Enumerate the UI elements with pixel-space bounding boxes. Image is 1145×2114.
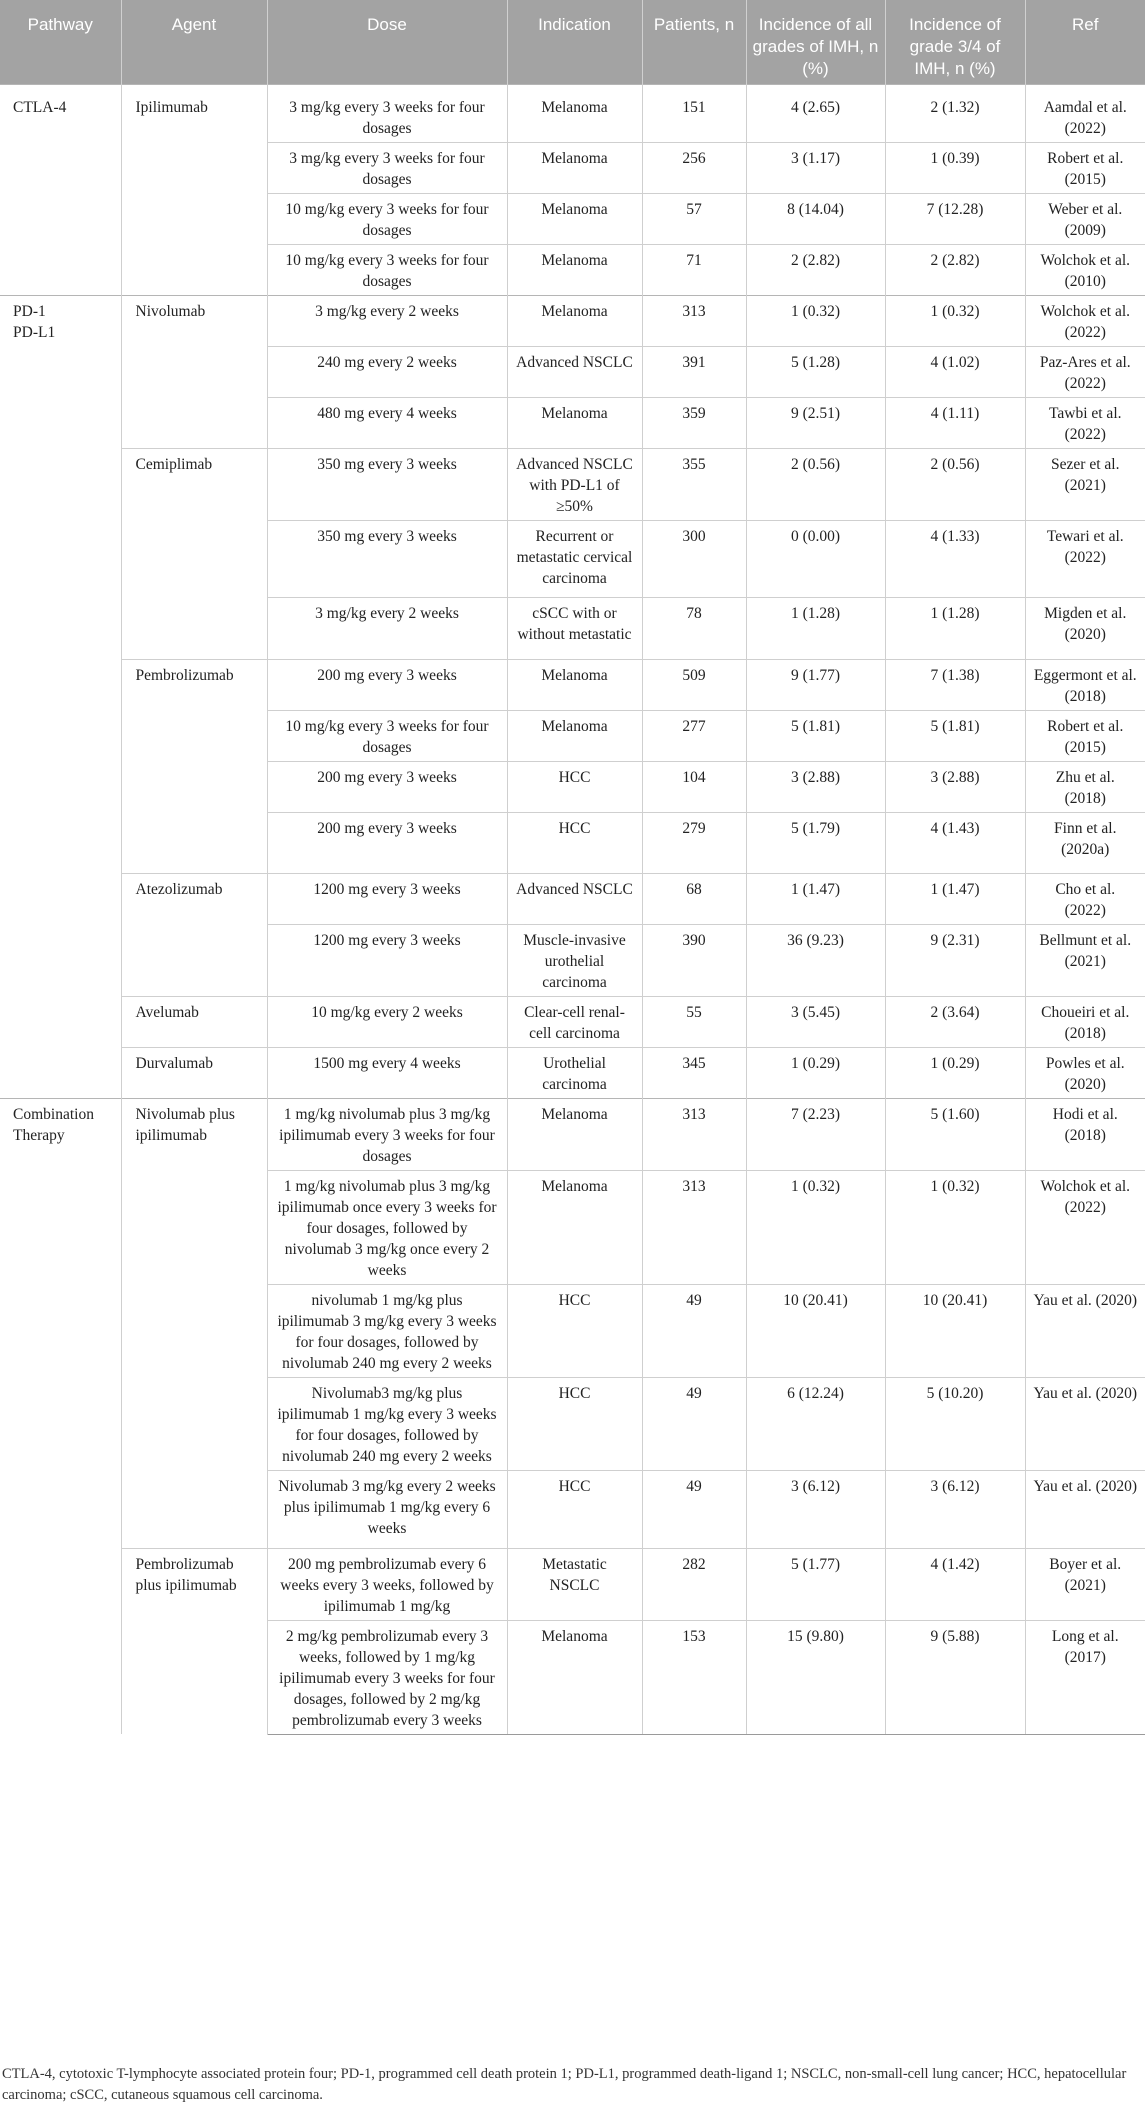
incidence-g34-cell: 4 (1.02) xyxy=(885,346,1025,397)
incidence-all-cell: 10 (20.41) xyxy=(746,1284,885,1377)
incidence-g34-cell: 5 (1.81) xyxy=(885,710,1025,761)
dose-cell: 240 mg every 2 weeks xyxy=(267,346,507,397)
incidence-all-cell: 5 (1.81) xyxy=(746,710,885,761)
incidence-all-cell: 1 (0.32) xyxy=(746,295,885,346)
patients-cell: 256 xyxy=(642,142,746,193)
incidence-all-cell: 2 (0.56) xyxy=(746,448,885,520)
dose-cell: 1 mg/kg nivolumab plus 3 mg/kg ipilimumab every 3 weeks for four dosages xyxy=(267,1098,507,1170)
incidence-g34-cell: 4 (1.42) xyxy=(885,1548,1025,1620)
dose-cell: 1200 mg every 3 weeks xyxy=(267,924,507,996)
header-row xyxy=(0,0,1145,84)
dose-cell: 200 mg every 3 weeks xyxy=(267,812,507,873)
dose-cell: 3 mg/kg every 3 weeks for four dosages xyxy=(267,84,507,142)
incidence-g34-cell: 9 (5.88) xyxy=(885,1620,1025,1734)
table-body xyxy=(0,84,1145,1734)
dose-cell: 1200 mg every 3 weeks xyxy=(267,873,507,924)
patients-cell: 313 xyxy=(642,1098,746,1170)
pathway-label: PD-1 PD-L1 xyxy=(13,302,56,341)
incidence-all-cell: 0 (0.00) xyxy=(746,520,885,597)
incidence-all-cell: 3 (1.17) xyxy=(746,142,885,193)
patients-cell: 153 xyxy=(642,1620,746,1734)
dose-cell: 350 mg every 3 weeks xyxy=(267,448,507,520)
ref-cell: Sezer et al. (2021) xyxy=(1025,448,1145,520)
incidence-g34-cell: 1 (0.29) xyxy=(885,1047,1025,1098)
patients-cell: 313 xyxy=(642,1170,746,1284)
table-row xyxy=(0,873,1145,924)
incidence-all-cell: 3 (2.88) xyxy=(746,761,885,812)
table-footnote: CTLA-4, cytotoxic T-lymphocyte associated protein four; PD-1, programmed cell death protein 1; PD-L1, programmed death-ligand 1; NSCLC, non-small-cell lung cancer; HCC, hepatocellular carcinoma; cSCC, cutaneous squamous cell carcinoma. xyxy=(2,2066,1127,2103)
ref-cell: Paz-Ares et al. (2022) xyxy=(1025,346,1145,397)
ref-cell: Wolchok et al. (2022) xyxy=(1025,1170,1145,1284)
dose-cell: 2 mg/kg pembrolizumab every 3 weeks, followed by 1 mg/kg ipilimumab every 3 weeks for four dosages, followed by 2 mg/kg pembrolizumab every 3 weeks xyxy=(267,1620,507,1734)
agent-cell: Durvalumab xyxy=(121,1047,267,1098)
table-row xyxy=(0,1047,1145,1098)
dose-cell: 480 mg every 4 weeks xyxy=(267,397,507,448)
ref-cell: Wolchok et al. (2010) xyxy=(1025,244,1145,295)
incidence-g34-cell: 2 (2.82) xyxy=(885,244,1025,295)
ref-cell: Hodi et al. (2018) xyxy=(1025,1098,1145,1170)
incidence-g34-cell: 9 (2.31) xyxy=(885,924,1025,996)
table-row xyxy=(0,295,1145,346)
indication-cell: Advanced NSCLC xyxy=(507,346,642,397)
incidence-g34-cell: 1 (1.28) xyxy=(885,597,1025,659)
dose-cell: 200 mg every 3 weeks xyxy=(267,659,507,710)
ref-cell: Eggermont et al. (2018) xyxy=(1025,659,1145,710)
incidence-g34-cell: 5 (1.60) xyxy=(885,1098,1025,1170)
agent-cell: Cemiplimab xyxy=(121,448,267,659)
pathway-cell xyxy=(0,295,121,1098)
incidence-g34-cell: 10 (20.41) xyxy=(885,1284,1025,1377)
dose-cell: 3 mg/kg every 2 weeks xyxy=(267,597,507,659)
dose-cell: nivolumab 1 mg/kg plus ipilimumab 3 mg/kg every 3 weeks for four dosages, followed by nivolumab 240 mg every 2 weeks xyxy=(267,1284,507,1377)
indication-cell: Melanoma xyxy=(507,193,642,244)
table-row xyxy=(0,1098,1145,1170)
incidence-g34-cell: 1 (0.32) xyxy=(885,1170,1025,1284)
table-row xyxy=(0,1548,1145,1620)
patients-cell: 359 xyxy=(642,397,746,448)
incidence-all-cell: 2 (2.82) xyxy=(746,244,885,295)
incidence-all-cell: 3 (5.45) xyxy=(746,996,885,1047)
indication-cell: Recurrent or metastatic cervical carcinoma xyxy=(507,520,642,597)
dose-cell: 200 mg pembrolizumab every 6 weeks every 3 weeks, followed by ipilimumab 1 mg/kg xyxy=(267,1548,507,1620)
table-row xyxy=(0,996,1145,1047)
agent-cell: Pembrolizumab plus ipilimumab xyxy=(121,1548,267,1734)
patients-cell: 279 xyxy=(642,812,746,873)
indication-cell: HCC xyxy=(507,1470,642,1548)
header-incidence-all: Incidence of all grades of IMH, n (%) xyxy=(746,0,885,84)
indication-cell: Advanced NSCLC xyxy=(507,873,642,924)
agent-cell: Pembrolizumab xyxy=(121,659,267,873)
incidence-all-cell: 9 (1.77) xyxy=(746,659,885,710)
pathway-cell: CTLA-4 xyxy=(0,84,121,295)
header-indication: Indication xyxy=(507,0,642,84)
incidence-all-cell: 5 (1.79) xyxy=(746,812,885,873)
incidence-all-cell: 8 (14.04) xyxy=(746,193,885,244)
patients-cell: 390 xyxy=(642,924,746,996)
header-ref: Ref xyxy=(1025,0,1145,84)
indication-cell: Melanoma xyxy=(507,295,642,346)
header-patients: Patients, n xyxy=(642,0,746,84)
dose-cell: 10 mg/kg every 3 weeks for four dosages xyxy=(267,710,507,761)
incidence-g34-cell: 7 (1.38) xyxy=(885,659,1025,710)
indication-cell: Muscle-invasive urothelial carcinoma xyxy=(507,924,642,996)
indication-cell: Clear-cell renal-cell carcinoma xyxy=(507,996,642,1047)
agent-cell: Avelumab xyxy=(121,996,267,1047)
incidence-all-cell: 6 (12.24) xyxy=(746,1377,885,1470)
agent-cell: Atezolizumab xyxy=(121,873,267,996)
ref-cell: Cho et al. (2022) xyxy=(1025,873,1145,924)
incidence-g34-cell: 2 (1.32) xyxy=(885,84,1025,142)
dose-cell: 3 mg/kg every 2 weeks xyxy=(267,295,507,346)
patients-cell: 355 xyxy=(642,448,746,520)
incidence-g34-cell: 2 (0.56) xyxy=(885,448,1025,520)
incidence-all-cell: 1 (1.28) xyxy=(746,597,885,659)
indication-cell: Melanoma xyxy=(507,659,642,710)
ref-cell: Yau et al. (2020) xyxy=(1025,1377,1145,1470)
indication-cell: Melanoma xyxy=(507,1098,642,1170)
agent-cell: Ipilimumab xyxy=(121,84,267,295)
incidence-g34-cell: 3 (6.12) xyxy=(885,1470,1025,1548)
header-dose: Dose xyxy=(267,0,507,84)
patients-cell: 509 xyxy=(642,659,746,710)
indication-cell: Metastatic NSCLC xyxy=(507,1548,642,1620)
incidence-g34-cell: 1 (1.47) xyxy=(885,873,1025,924)
indication-cell: Melanoma xyxy=(507,142,642,193)
patients-cell: 151 xyxy=(642,84,746,142)
ref-cell: Long et al. (2017) xyxy=(1025,1620,1145,1734)
indication-cell: HCC xyxy=(507,761,642,812)
agent-cell: Nivolumab plus ipilimumab xyxy=(121,1098,267,1548)
ref-cell: Yau et al. (2020) xyxy=(1025,1470,1145,1548)
incidence-all-cell: 3 (6.12) xyxy=(746,1470,885,1548)
incidence-g34-cell: 1 (0.32) xyxy=(885,295,1025,346)
dose-cell: 3 mg/kg every 3 weeks for four dosages xyxy=(267,142,507,193)
patients-cell: 71 xyxy=(642,244,746,295)
indication-cell: Melanoma xyxy=(507,397,642,448)
patients-cell: 104 xyxy=(642,761,746,812)
indication-cell: cSCC with or without metastatic xyxy=(507,597,642,659)
dose-cell: 1500 mg every 4 weeks xyxy=(267,1047,507,1098)
table-row xyxy=(0,84,1145,142)
incidence-all-cell: 1 (1.47) xyxy=(746,873,885,924)
patients-cell: 49 xyxy=(642,1470,746,1548)
ref-cell: Robert et al. (2015) xyxy=(1025,710,1145,761)
patients-cell: 313 xyxy=(642,295,746,346)
incidence-all-cell: 9 (2.51) xyxy=(746,397,885,448)
pathway-cell: Combination Therapy xyxy=(0,1098,121,1734)
incidence-all-cell: 36 (9.23) xyxy=(746,924,885,996)
header-incidence-g34: Incidence of grade 3/4 of IMH, n (%) xyxy=(885,0,1025,84)
incidence-all-cell: 4 (2.65) xyxy=(746,84,885,142)
header-pathway: Pathway xyxy=(0,0,121,84)
ref-cell: Choueiri et al. (2018) xyxy=(1025,996,1145,1047)
ref-cell: Wolchok et al. (2022) xyxy=(1025,295,1145,346)
patients-cell: 78 xyxy=(642,597,746,659)
indication-cell: HCC xyxy=(507,1284,642,1377)
ref-cell: Aamdal et al. (2022) xyxy=(1025,84,1145,142)
ref-cell: Boyer et al. (2021) xyxy=(1025,1548,1145,1620)
incidence-g34-cell: 3 (2.88) xyxy=(885,761,1025,812)
patients-cell: 277 xyxy=(642,710,746,761)
ref-cell: Bellmunt et al. (2021) xyxy=(1025,924,1145,996)
patients-cell: 391 xyxy=(642,346,746,397)
incidence-g34-cell: 2 (3.64) xyxy=(885,996,1025,1047)
incidence-all-cell: 1 (0.29) xyxy=(746,1047,885,1098)
incidence-all-cell: 5 (1.28) xyxy=(746,346,885,397)
patients-cell: 57 xyxy=(642,193,746,244)
dose-cell: 1 mg/kg nivolumab plus 3 mg/kg ipilimumab once every 3 weeks for four dosages, followed by nivolumab 3 mg/kg once every 2 weeks xyxy=(267,1170,507,1284)
incidence-all-cell: 15 (9.80) xyxy=(746,1620,885,1734)
ref-cell: Finn et al. (2020a) xyxy=(1025,812,1145,873)
incidence-g34-cell: 4 (1.43) xyxy=(885,812,1025,873)
dose-cell: 350 mg every 3 weeks xyxy=(267,520,507,597)
header-agent: Agent xyxy=(121,0,267,84)
incidence-all-cell: 1 (0.32) xyxy=(746,1170,885,1284)
incidence-all-cell: 5 (1.77) xyxy=(746,1548,885,1620)
patients-cell: 49 xyxy=(642,1377,746,1470)
indication-cell: Urothelial carcinoma xyxy=(507,1047,642,1098)
ref-cell: Yau et al. (2020) xyxy=(1025,1284,1145,1377)
ref-cell: Migden et al. (2020) xyxy=(1025,597,1145,659)
dose-cell: Nivolumab3 mg/kg plus ipilimumab 1 mg/kg every 3 weeks for four dosages, followed by nivolumab 240 mg every 2 weeks xyxy=(267,1377,507,1470)
incidence-g34-cell: 4 (1.11) xyxy=(885,397,1025,448)
table-row xyxy=(0,659,1145,710)
dose-cell: 10 mg/kg every 2 weeks xyxy=(267,996,507,1047)
incidence-g34-cell: 1 (0.39) xyxy=(885,142,1025,193)
ref-cell: Zhu et al. (2018) xyxy=(1025,761,1145,812)
indication-cell: Melanoma xyxy=(507,1620,642,1734)
patients-cell: 68 xyxy=(642,873,746,924)
indication-cell: HCC xyxy=(507,812,642,873)
dose-cell: 10 mg/kg every 3 weeks for four dosages xyxy=(267,193,507,244)
patients-cell: 55 xyxy=(642,996,746,1047)
indication-cell: Melanoma xyxy=(507,1170,642,1284)
patients-cell: 345 xyxy=(642,1047,746,1098)
dose-cell: 200 mg every 3 weeks xyxy=(267,761,507,812)
ref-cell: Powles et al. (2020) xyxy=(1025,1047,1145,1098)
incidence-g34-cell: 5 (10.20) xyxy=(885,1377,1025,1470)
ref-cell: Weber et al. (2009) xyxy=(1025,193,1145,244)
indication-cell: HCC xyxy=(507,1377,642,1470)
indication-cell: Advanced NSCLC with PD-L1 of ≥50% xyxy=(507,448,642,520)
incidence-all-cell: 7 (2.23) xyxy=(746,1098,885,1170)
dose-cell: 10 mg/kg every 3 weeks for four dosages xyxy=(267,244,507,295)
dose-cell: Nivolumab 3 mg/kg every 2 weeks plus ipilimumab 1 mg/kg every 6 weeks xyxy=(267,1470,507,1548)
indication-cell: Melanoma xyxy=(507,244,642,295)
ref-cell: Tewari et al. (2022) xyxy=(1025,520,1145,597)
patients-cell: 49 xyxy=(642,1284,746,1377)
agent-cell: Nivolumab xyxy=(121,295,267,448)
ref-cell: Tawbi et al. (2022) xyxy=(1025,397,1145,448)
indication-cell: Melanoma xyxy=(507,710,642,761)
incidence-g34-cell: 7 (12.28) xyxy=(885,193,1025,244)
patients-cell: 300 xyxy=(642,520,746,597)
incidence-g34-cell: 4 (1.33) xyxy=(885,520,1025,597)
patients-cell: 282 xyxy=(642,1548,746,1620)
ref-cell: Robert et al. (2015) xyxy=(1025,142,1145,193)
indication-cell: Melanoma xyxy=(507,84,642,142)
table-row xyxy=(0,448,1145,520)
